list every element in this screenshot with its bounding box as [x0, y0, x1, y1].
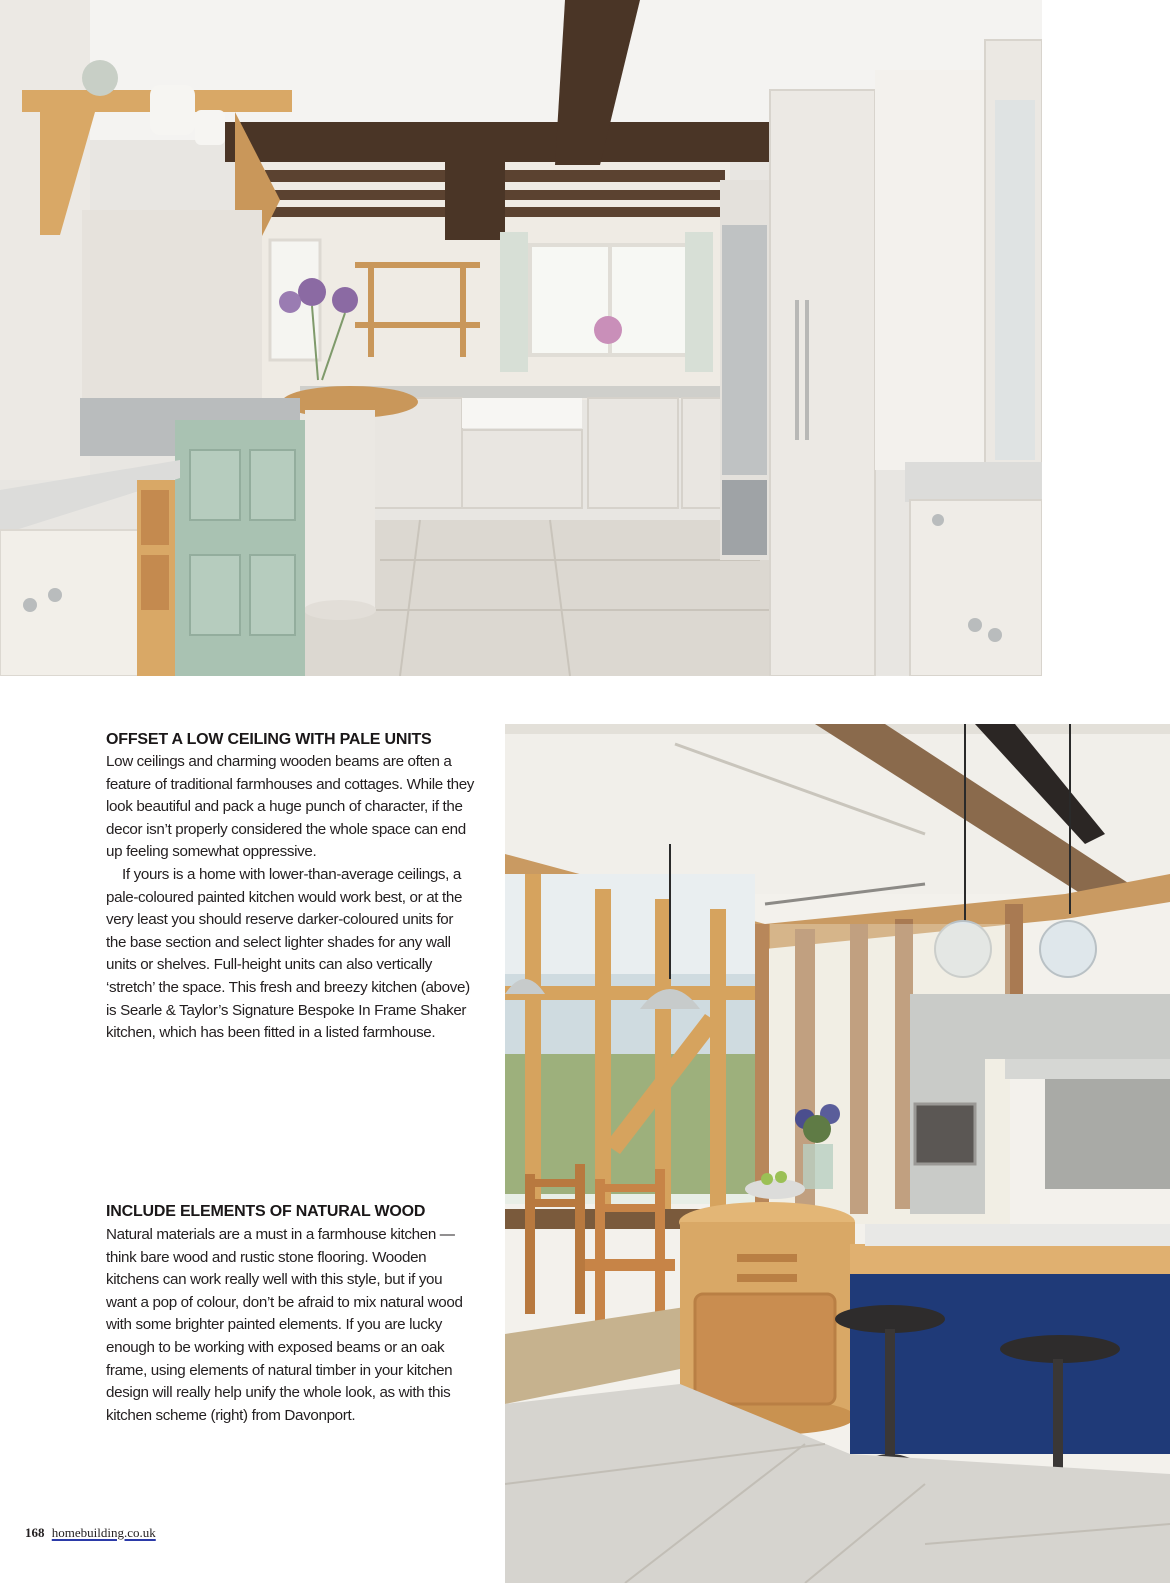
paragraph: Natural materials are a must in a farmhouse kitchen — think bare wood and rustic stone flooring. Wooden kitchens can work really well with this style, but if you want a pop of colour, don’t be afraid to mix natural wood with some brighter painted elements. If you are lucky enough to be working with exposed beams or an oak frame, using elements of natural timber in your kitchen design will really help unify the whole look, as with this kitchen scheme (right) from Davonport.: [106, 1226, 463, 1424]
kitchen-photo-top-illustration: [0, 0, 1042, 676]
paragraph: If yours is a home with lower-than-average ceilings, a pale-coloured painted kitchen would work best, or at the very least you should reserve darker-coloured units for the base section and select lighter shades for any wall units or shelves. Full-height units can also vertically ‘stretch’ the space. This fresh and breezy kitchen (above) is Searle & Taylor’s Signature Bespoke In Frame Shaker kitchen, which has been fitted in a listed farmhouse.: [106, 865, 470, 1042]
kitchen-photo-top: [0, 0, 1042, 676]
website-link[interactable]: homebuilding.co.uk: [51, 1525, 156, 1540]
page-number: 168: [25, 1525, 45, 1540]
section-heading-pale-units: OFFSET A LOW CEILING WITH PALE UNITS: [106, 731, 432, 748]
page-footer: [25, 1525, 156, 1541]
kitchen-photo-right: [505, 724, 1170, 1583]
section-body-natural-wood: [106, 1224, 476, 1427]
paragraph: Low ceilings and charming wooden beams are often a feature of traditional farmhouses and cottages. While they look beautiful and pack a huge punch of character, if the decor isn’t properly considered the whole space can end up feeling somewhat oppressive.: [106, 753, 475, 861]
section-heading-natural-wood: INCLUDE ELEMENTS OF NATURAL WOOD: [106, 1203, 426, 1220]
kitchen-photo-right-illustration: [505, 724, 1170, 1583]
section-body-pale-units: [106, 751, 476, 1045]
